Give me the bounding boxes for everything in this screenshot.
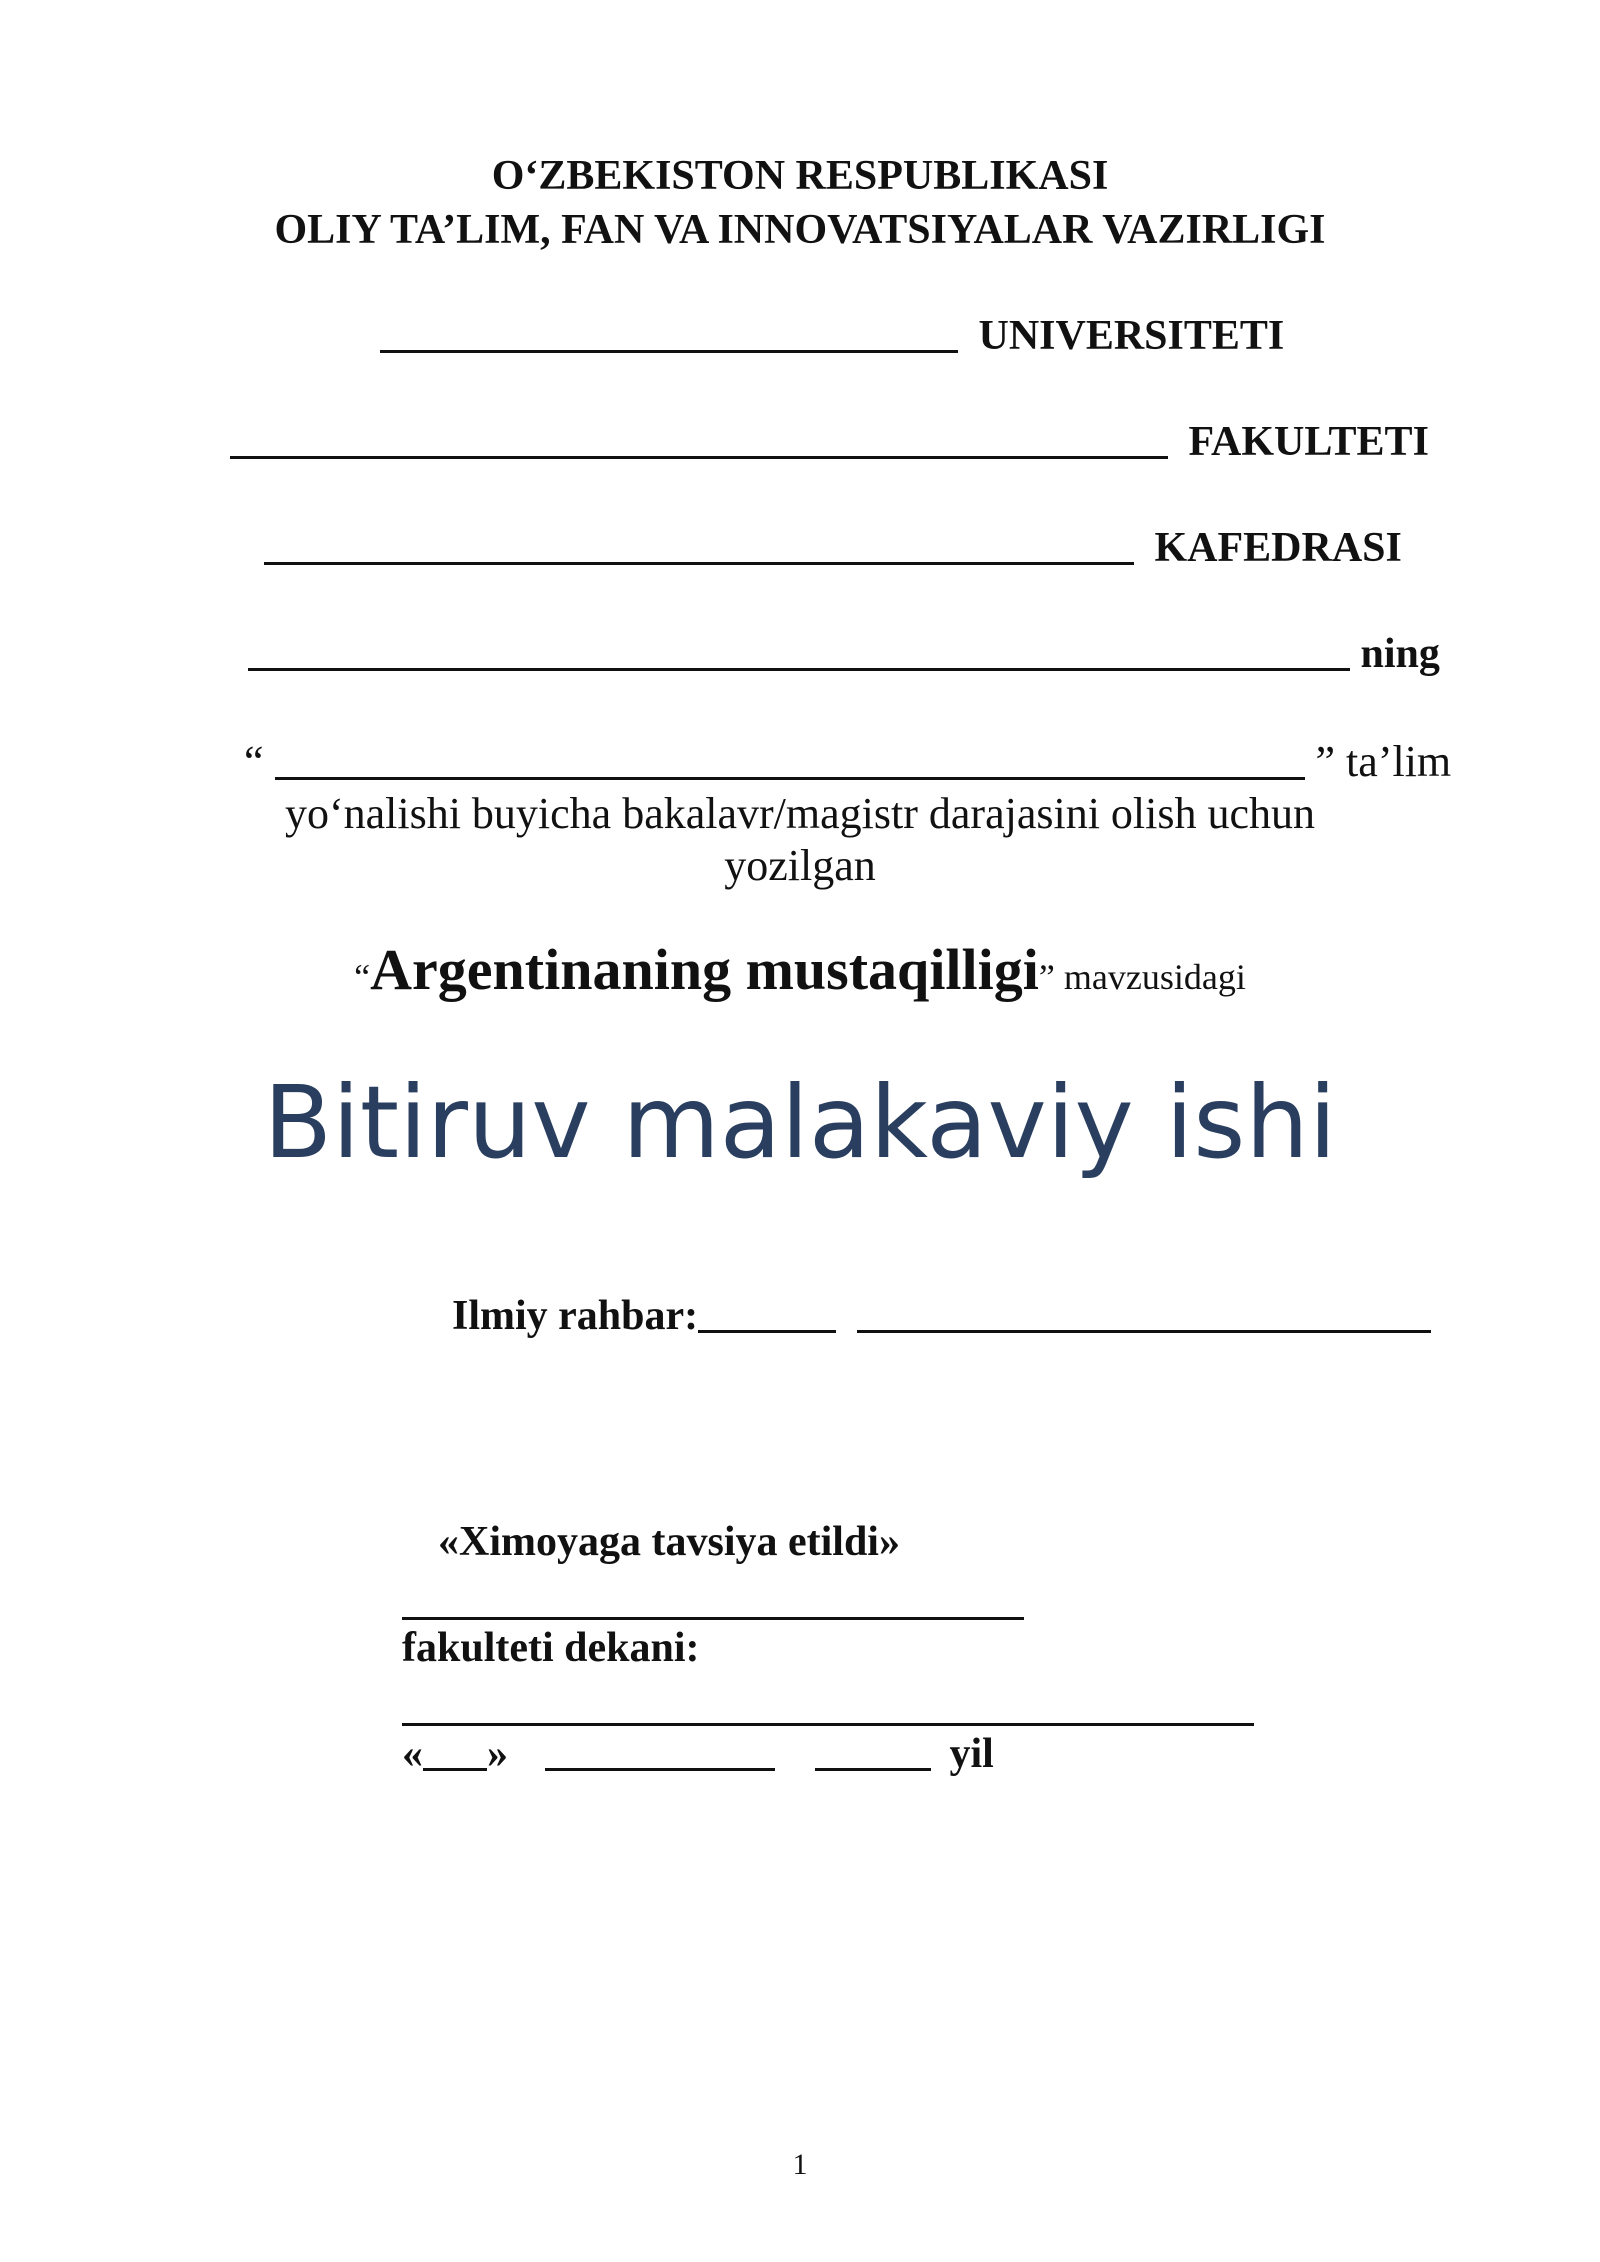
year-label: yil	[949, 1731, 994, 1777]
date-close-quote: »	[487, 1731, 508, 1777]
work-type-title: Bitiruv malakaviy ishi	[263, 1064, 1337, 1181]
direction-line3: yozilgan	[724, 841, 876, 890]
university-field	[380, 312, 1284, 360]
date-open-quote: «	[402, 1731, 423, 1777]
department-blank[interactable]	[264, 562, 1134, 565]
university-label: UNIVERSITETI	[978, 313, 1285, 359]
department-field	[264, 524, 1402, 572]
defense-recommended: «Ximoyaga tavsiya etildi»	[438, 1519, 900, 1565]
defense-blank-1[interactable]	[402, 1617, 1024, 1620]
student-blank[interactable]	[248, 668, 1350, 671]
faculty-blank[interactable]	[230, 456, 1168, 459]
topic-line	[0, 936, 1600, 1003]
dean-blank[interactable]	[402, 1723, 1254, 1726]
topic-close-quote: ”	[1038, 957, 1055, 997]
department-label: KAFEDRASI	[1154, 525, 1402, 571]
topic-title: Argentinaning mustaqilligi	[370, 937, 1039, 1002]
topic-suffix: mavzusidagi	[1054, 957, 1246, 997]
topic-open-quote: “	[354, 957, 371, 997]
direction-open-quote: “	[244, 737, 264, 786]
student-field	[248, 630, 1440, 678]
university-blank[interactable]	[380, 350, 958, 353]
ministry-header-line2: OLIY TA’LIM, FAN VA INNOVATSIYALAR VAZIRLIGI	[274, 207, 1326, 253]
faculty-label: FAKULTETI	[1188, 419, 1429, 465]
day-blank[interactable]	[423, 1768, 487, 1771]
supervisor-field	[452, 1292, 1431, 1340]
year-blank[interactable]	[815, 1768, 931, 1771]
supervisor-blank-short[interactable]	[698, 1330, 836, 1333]
faculty-field	[230, 418, 1429, 466]
month-blank[interactable]	[545, 1768, 775, 1771]
direction-line1	[244, 736, 1451, 787]
page-number: 1	[792, 2148, 808, 2181]
supervisor-label: Ilmiy rahbar:	[452, 1293, 699, 1339]
direction-line2: yo‘nalishi buyicha bakalavr/magistr darajasini olish uchun	[284, 789, 1316, 838]
ministry-header-line1: O‘ZBEKISTON RESPUBLIKASI	[491, 153, 1109, 199]
direction-blank[interactable]	[275, 777, 1305, 780]
date-row	[402, 1730, 994, 1778]
supervisor-blank-long[interactable]	[857, 1330, 1431, 1333]
student-label: ning	[1360, 631, 1440, 677]
direction-close-label: ” ta’lim	[1315, 737, 1452, 786]
dean-label: fakulteti dekani:	[402, 1625, 700, 1671]
